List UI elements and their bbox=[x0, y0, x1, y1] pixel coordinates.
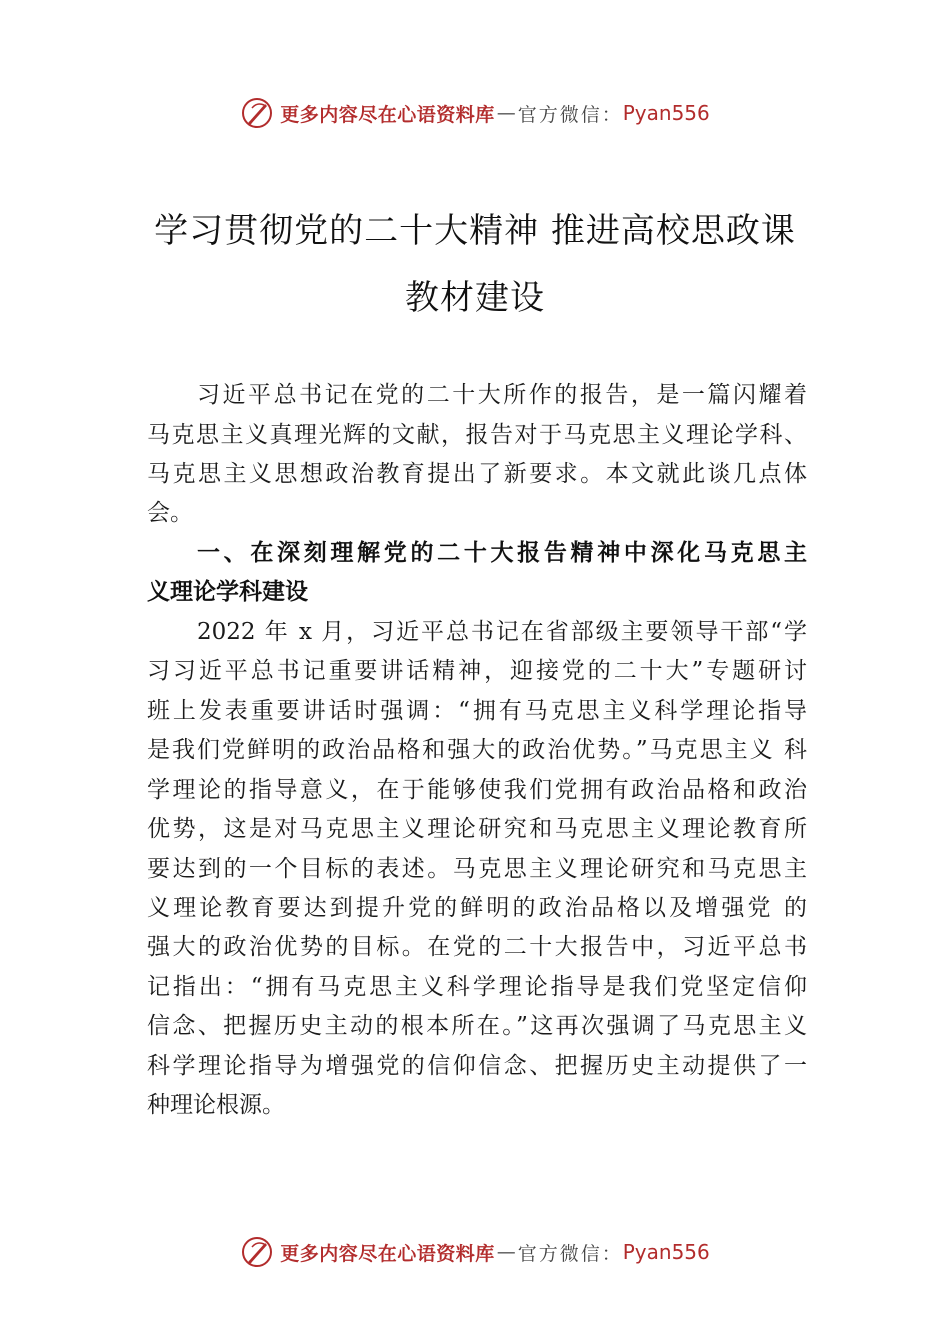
intro-line: 会。 bbox=[147, 500, 193, 526]
body-line: 种理论根源。 bbox=[147, 1092, 285, 1118]
body-line: 记指出：“拥有马克思主义科学理论指导是我们党坚定信仰 bbox=[147, 974, 807, 1000]
banner-wechat-label: 官方微信： bbox=[517, 1242, 623, 1265]
body-line: 优势，这是对马克思主义理论研究和马克思主义理论教育所 bbox=[147, 816, 807, 842]
body-line: 强大的政治优势的目标。在党的二十大报告中，习近平总书 bbox=[147, 934, 807, 960]
quill-pen-logo-icon bbox=[240, 1235, 274, 1269]
body-line: 要达到的一个目标的表述。马克思主义理论研究和马克思主 bbox=[147, 856, 807, 882]
body-line: 义理论教育要达到提升党的鲜明的政治品格以及增强党 的 bbox=[147, 895, 807, 921]
intro-line: 马克思主义思想政治教育提出了新要求。本文就此谈几点体 bbox=[147, 461, 807, 487]
banner-separator: — bbox=[496, 102, 516, 124]
banner-separator: — bbox=[496, 1241, 516, 1263]
body-line: 学理论的指导意义，在于能够使我们党拥有政治品格和政治 bbox=[147, 777, 807, 803]
footer-banner bbox=[0, 1232, 950, 1272]
banner-text: 更多内容尽在心语资料库 bbox=[280, 1242, 495, 1265]
section-heading-line: 一、在深刻理解党的二十大报告精神中深化马克思主 bbox=[197, 540, 807, 566]
banner-wechat-label: 官方微信： bbox=[517, 103, 623, 126]
header-banner bbox=[0, 93, 950, 133]
intro-line: 习近平总书记在党的二十大所作的报告，是一篇闪耀着 bbox=[197, 382, 807, 408]
body-line: 班上发表重要讲话时强调：“拥有马克思主义科学理论指导 bbox=[147, 698, 807, 724]
quill-pen-logo-icon bbox=[240, 96, 274, 130]
banner-text: 更多内容尽在心语资料库 bbox=[280, 103, 495, 126]
document-title-line-1: 学习贯彻党的二十大精神 推进高校思政课 bbox=[154, 211, 796, 251]
section-heading-line: 义理论学科建设 bbox=[147, 579, 308, 605]
body-line: 是我们党鲜明的政治品格和强大的政治优势。”马克思主义 科 bbox=[147, 737, 807, 763]
banner-wechat-id: Pyan556 bbox=[622, 101, 710, 125]
body-line: 2022 年 x 月，习近平总书记在省部级主要领导干部“学 bbox=[197, 619, 807, 645]
body-line: 信念、把握历史主动的根本所在。”这再次强调了马克思主义 bbox=[147, 1013, 807, 1039]
body-line: 科学理论指导为增强党的信仰信念、把握历史主动提供了一 bbox=[147, 1053, 807, 1079]
document-title-line-2: 教材建设 bbox=[405, 278, 545, 318]
banner-wechat-id: Pyan556 bbox=[622, 1240, 710, 1264]
body-line: 习习近平总书记重要讲话精神，迎接党的二十大”专题研讨 bbox=[147, 658, 807, 684]
intro-line: 马克思主义真理光辉的文献，报告对于马克思主义理论学科、 bbox=[147, 422, 807, 448]
